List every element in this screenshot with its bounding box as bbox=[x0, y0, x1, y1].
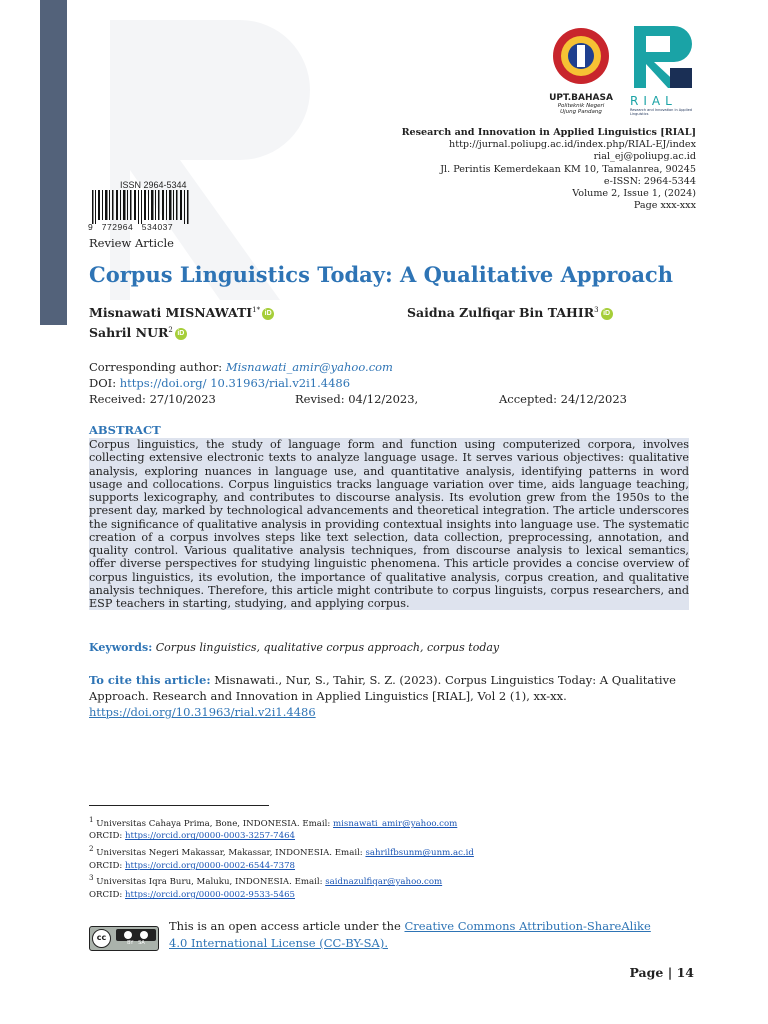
rial-mark-icon bbox=[630, 24, 700, 90]
doi-line bbox=[89, 376, 350, 391]
keywords bbox=[89, 641, 499, 654]
author-2 bbox=[89, 325, 187, 340]
author-1 bbox=[89, 305, 274, 320]
footnote-text: ORCID: bbox=[89, 831, 126, 842]
footnote-text: Universitas Negeri Makassar, Makassar, INDONESIA. Email: bbox=[93, 847, 366, 858]
footnote-affil-3 bbox=[89, 872, 474, 888]
article-type: Review Article bbox=[89, 236, 174, 250]
doi-link[interactable]: https://doi.org/ 10.31963/rial.v2i1.4486 bbox=[119, 376, 351, 390]
footnote-text: ORCID: bbox=[89, 860, 126, 871]
author-1-affil: 1* bbox=[252, 305, 261, 314]
citation-label: To cite this article: bbox=[89, 673, 211, 687]
footnote-email-link[interactable]: sahrilfbsunm@unm.ac.id bbox=[365, 847, 474, 858]
orcid-icon[interactable]: iD bbox=[262, 308, 274, 320]
revised-date: Revised: 04/12/2023, bbox=[295, 392, 419, 406]
author-2-affil: 2 bbox=[168, 325, 173, 334]
abstract-heading: ABSTRACT bbox=[89, 423, 161, 437]
journal-name: Research and Innovation in Applied Linguistics [RIAL] bbox=[401, 127, 696, 138]
footnote-text: Universitas Iqra Buru, Maluku, INDONESIA. Email: bbox=[93, 876, 326, 887]
accepted-date: Accepted: 24/12/2023 bbox=[499, 392, 627, 406]
journal-eissn: e-ISSN: 2964-5344 bbox=[603, 175, 696, 187]
keywords-value: Corpus linguistics, qualitative corpus approach, corpus today bbox=[155, 641, 500, 654]
footnote-affil-1 bbox=[89, 814, 474, 830]
footnotes bbox=[89, 814, 474, 901]
footnote-orcid-1 bbox=[89, 830, 474, 843]
cc-by-sa-badge-icon[interactable] bbox=[89, 926, 159, 951]
license-text-block bbox=[169, 918, 669, 952]
corresponding-author bbox=[89, 360, 393, 375]
footnote-orcid-link[interactable]: https://orcid.org/0000-0003-3257-7464 bbox=[125, 831, 296, 842]
rial-wordmark: RIAL bbox=[630, 94, 677, 108]
received-date: Received: 27/10/2023 bbox=[89, 392, 216, 406]
footnote-orcid-3 bbox=[89, 889, 474, 902]
journal-volume: Volume 2, Issue 1, (2024) bbox=[572, 188, 696, 200]
upt-bahasa-logo bbox=[540, 25, 622, 120]
citation-block bbox=[89, 672, 689, 720]
citation-doi-link[interactable]: https://doi.org/10.31963/rial.v2i1.4486 bbox=[89, 705, 316, 719]
author-3 bbox=[407, 305, 613, 320]
journal-url[interactable]: http://jurnal.poliupg.ac.id/index.php/RIAL-EJ/index bbox=[449, 139, 696, 151]
barcode-issn: ISSN 2964-5344 bbox=[120, 180, 187, 190]
upt-subtitle-2: Ujung Pandang bbox=[560, 109, 602, 115]
article-title: Corpus Linguistics Today: A Qualitative Approach bbox=[89, 262, 673, 287]
rial-tagline: Research and Innovation in Applied Linguistics bbox=[630, 108, 692, 116]
doi-label: DOI: bbox=[89, 376, 120, 390]
journal-address: Jl. Perintis Kemerdekaan KM 10, Tamalanrea, 90245 bbox=[440, 163, 696, 175]
footnote-email-link[interactable]: misnawati_amir@yahoo.com bbox=[333, 818, 458, 829]
journal-info bbox=[402, 127, 696, 212]
footnote-orcid-link[interactable]: https://orcid.org/0000-0002-9533-5465 bbox=[125, 889, 296, 900]
corresponding-email[interactable]: Misnawati_amir@yahoo.com bbox=[225, 360, 393, 374]
abstract-text: Corpus linguistics, the study of language form and function using computerized corpora, involves collecting extensive electronic texts to analyze language usage. It serves various objectives: qualitative analysis, exploring nuances in language use, and quantitative analysis, identifying patterns in word usage and collocations. Corpus linguistics tracks language variation over time, aids language teaching, supports lexicography, and contributes to discourse analysis. Its evolution grew from the 1950s to the present day, marked by technological advancements and theoretical integration. The article underscores the significance of qualitative analysis in providing contextual insights into language use. The systematic creation of a corpus involves steps like text selection, data collection, preprocessing, annotation, and quality control. Various qualitative analysis techniques, from discourse analysis to lexical semantics, offer diverse perspectives for studying linguistic phenomena. This article provides a concise overview of corpus linguistics, its evolution, the importance of qualitative analysis, corpus creation, and qualitative analysis techniques. Therefore, this article might contribute to corpus linguists, corpus researchers, and ESP teachers in starting, studying, and applying corpus. bbox=[89, 438, 689, 610]
by-sa-label: BY SA bbox=[127, 940, 145, 946]
footnote-divider bbox=[89, 805, 269, 806]
corresponding-label: Corresponding author: bbox=[89, 360, 226, 374]
license-text: This is an open access article under the bbox=[169, 919, 405, 933]
upt-emblem-icon bbox=[540, 25, 622, 87]
footnote-text: Universitas Cahaya Prima, Bone, INDONESIA. Email: bbox=[93, 818, 334, 829]
upt-subtitle-1: Politeknik Negeri bbox=[557, 103, 605, 109]
orcid-icon[interactable]: iD bbox=[601, 308, 613, 320]
author-3-name: Saidna Zulfiqar Bin TAHIR bbox=[407, 305, 595, 320]
footnote-orcid-link[interactable]: https://orcid.org/0000-0002-6544-7378 bbox=[125, 860, 296, 871]
barcode-digits: 9 772964 534037 bbox=[88, 222, 174, 232]
journal-pages: Page xxx-xxx bbox=[633, 200, 696, 212]
license-link[interactable]: Creative Commons Attribution-ShareAlike 4.0 International License (CC-BY-SA). bbox=[169, 919, 651, 950]
footnote-affil-2 bbox=[89, 843, 474, 859]
footnote-number: 3 bbox=[89, 873, 94, 883]
footnote-orcid-2 bbox=[89, 860, 474, 873]
footnote-number: 1 bbox=[89, 815, 94, 824]
author-1-name: Misnawati MISNAWATI bbox=[89, 305, 253, 320]
footnote-number: 2 bbox=[89, 844, 94, 854]
footnote-email-link[interactable]: saidnazulfiqar@yahoo.com bbox=[325, 876, 443, 887]
footnote-text: ORCID: bbox=[89, 889, 126, 900]
journal-email[interactable]: rial_ej@poliupg.ac.id bbox=[593, 151, 696, 163]
rial-logo bbox=[630, 24, 700, 116]
upt-title: UPT.BAHASA bbox=[549, 93, 613, 103]
cc-icon: cc bbox=[92, 929, 111, 948]
side-accent-bar bbox=[40, 0, 67, 325]
barcode-icon bbox=[90, 190, 190, 224]
page-number: Page | 14 bbox=[629, 965, 694, 980]
author-3-affil: 3 bbox=[594, 305, 599, 314]
orcid-icon[interactable]: iD bbox=[175, 328, 187, 340]
keywords-label: Keywords: bbox=[89, 641, 153, 654]
citation-text: Misnawati., Nur, S., Tahir, S. Z. (2023). Corpus Linguistics Today: A Qualitative Approach. Research and Innovation in Applied Linguistics [RIAL], Vol 2 (1), xx-xx. bbox=[89, 673, 676, 703]
author-2-name: Sahril NUR bbox=[89, 325, 169, 340]
